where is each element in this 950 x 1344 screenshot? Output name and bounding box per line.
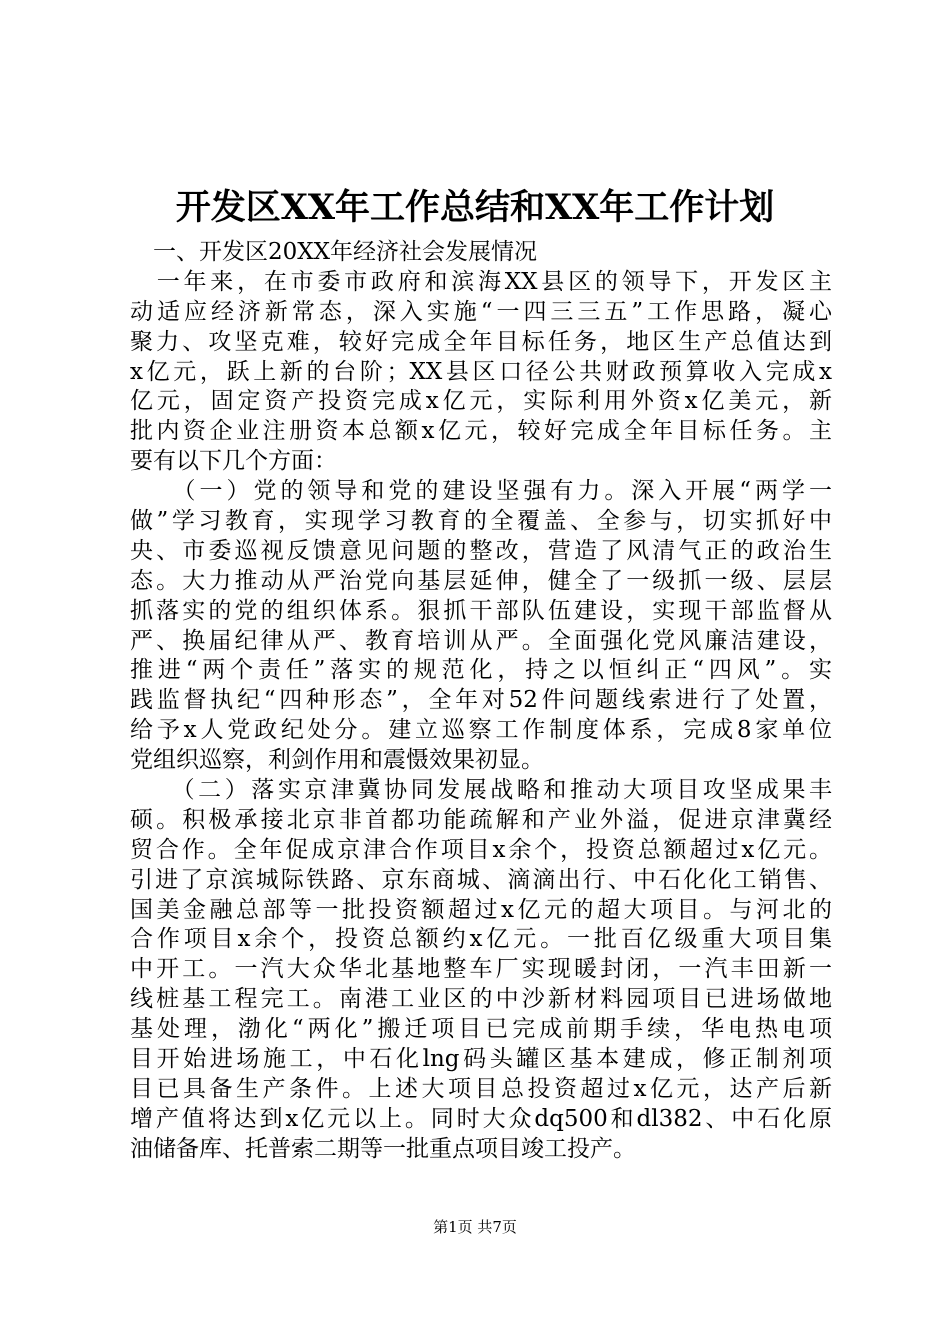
paragraph-line: 基处理，渤化“两化”搬迁项目已完成前期手续，华电热电项: [130, 1016, 832, 1043]
paragraph-line: 硕。积极承接北京非首都功能疏解和产业外溢，促进京津冀经: [130, 806, 832, 833]
paragraph-line: （一）党的领导和党的建设坚强有力。深入开展“两学一: [130, 478, 832, 505]
paragraph-line: 线桩基工程完工。南港工业区的中沙新材料园项目已进场做地: [130, 986, 832, 1013]
paragraph-line: 批内资企业注册资本总额x亿元，较好完成全年目标任务。主: [130, 418, 832, 445]
paragraph-line: 态。大力推动从严治党向基层延伸，健全了一级抓一级、层层: [130, 567, 832, 594]
paragraph-line: 中开工。一汽大众华北基地整车厂实现暖封闭，一汽丰田新一: [130, 956, 832, 983]
paragraph-line: （二）落实京津冀协同发展战略和推动大项目攻坚成果丰: [130, 777, 832, 804]
document-body: [130, 238, 832, 1165]
paragraph-line: x亿元，跃上新的台阶；XX县区口径公共财政预算收入完成x: [130, 358, 832, 385]
page-footer: 第1页 共7页: [433, 1218, 517, 1236]
paragraph-line: 推进“两个责任”落实的规范化，持之以恒纠正“四风”。实: [130, 657, 832, 684]
paragraph-line: 践监督执纪“四种形态”，全年对52件问题线索进行了处置，: [130, 687, 832, 714]
paragraph-line: 油储备库、托普索二期等一批重点项目竣工投产。: [130, 1135, 636, 1162]
paragraph-line: 做”学习教育，实现学习教育的全覆盖、全参与，切实抓好中: [130, 508, 832, 535]
paragraph-line: 贸合作。全年促成京津合作项目x余个，投资总额超过x亿元。: [130, 836, 832, 863]
paragraph-line: 抓落实的党的组织体系。狠抓干部队伍建设，实现干部监督从: [130, 597, 832, 624]
paragraph-line: 增产值将达到x亿元以上。同时大众dq500和dl382、中石化原: [130, 1105, 832, 1132]
paragraph-line: 严、换届纪律从严、教育培训从严。全面强化党风廉洁建设，: [130, 627, 832, 654]
paragraph-line: 一年来，在市委市政府和滨海XX县区的领导下，开发区主: [130, 268, 832, 295]
paragraph-line: 合作项目x余个，投资总额约x亿元。一批百亿级重大项目集: [130, 926, 832, 953]
paragraph-line: 目开始进场施工，中石化lng码头罐区基本建成，修正制剂项: [130, 1046, 832, 1073]
paragraph-line: 要有以下几个方面：: [130, 448, 337, 475]
paragraph-line: 目已具备生产条件。上述大项目总投资超过x亿元，达产后新: [130, 1075, 832, 1102]
paragraph-line: 亿元，固定资产投资完成x亿元，实际利用外资x亿美元，新: [130, 388, 832, 415]
paragraph-line: 给予x人党政纪处分。建立巡察工作制度体系，完成8家单位: [130, 717, 832, 744]
paragraph-line: 党组织巡察，利剑作用和震慑效果初显。: [130, 747, 544, 774]
paragraph-line: 央、市委巡视反馈意见问题的整改，营造了风清气正的政治生: [130, 537, 832, 564]
paragraph-line: 国美金融总部等一批投资额超过x亿元的超大项目。与河北的: [130, 896, 832, 923]
document-title: 开发区XX年工作总结和XX年工作计划: [175, 187, 775, 228]
paragraph-line: 聚力、攻坚克难，较好完成全年目标任务，地区生产总值达到: [130, 328, 832, 355]
section-heading: 一、开发区20XX年经济社会发展情况: [130, 239, 538, 265]
paragraph-line: 动适应经济新常态，深入实施“一四三三五”工作思路，凝心: [130, 298, 832, 325]
paragraph-line: 引进了京滨城际铁路、京东商城、滴滴出行、中石化化工销售、: [130, 866, 832, 893]
